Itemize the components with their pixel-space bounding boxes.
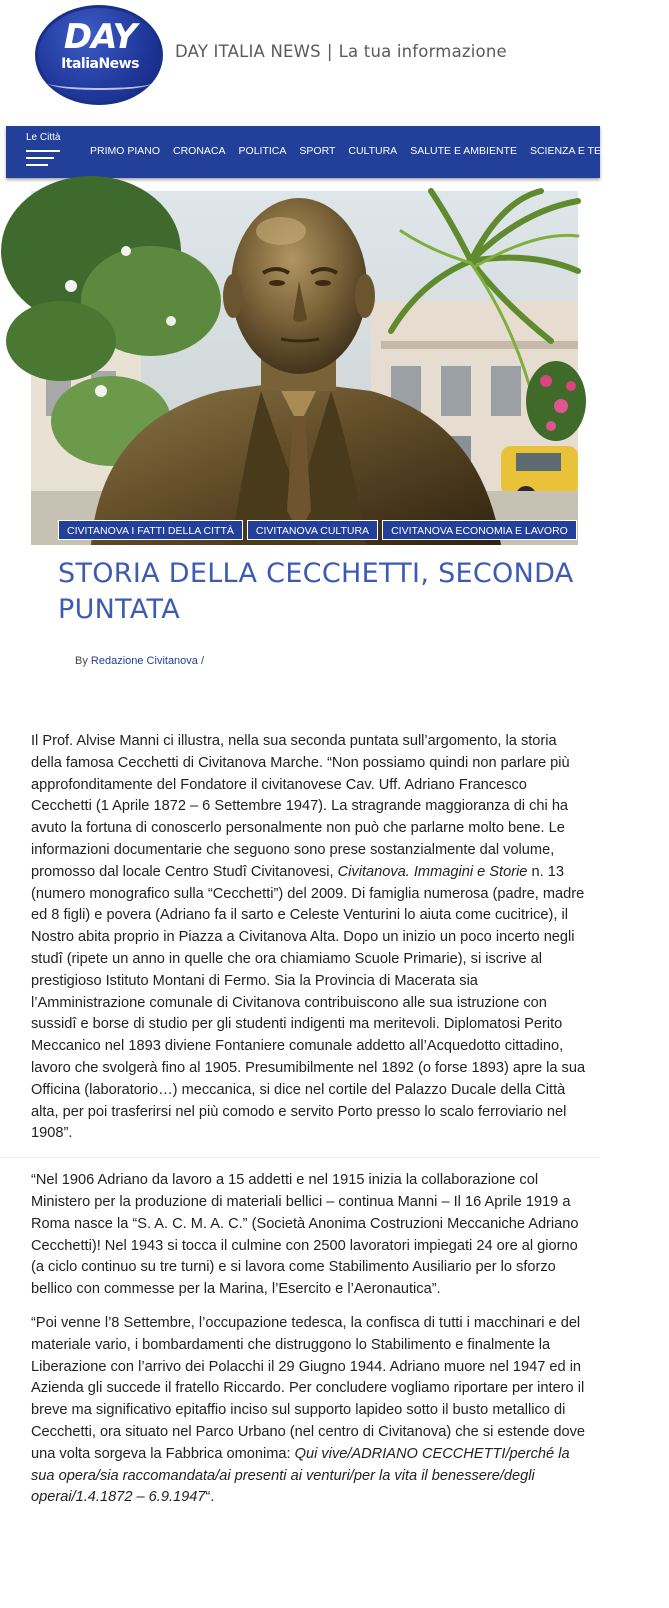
category-tags <box>58 520 581 540</box>
site-title[interactable] <box>175 42 507 61</box>
paragraph-3: “Poi venne l’8 Settembre, l’occupazione tedesca, la confisca di tutti i macchinari e del materiale vario, i bombardamenti che distruggono lo Stabilimento e finalmente la Liberazione con l’arrivo dei Polacchi il 29 Giugno 1944. Adriano muore nel 1947 ed in Azienda gli succede il fratello Riccardo. Per concludere vogliamo riportare per intero il breve ma significativo epitaffio inciso sul supporto lapideo sotto il busto metallico di Cecchetti, ora situato nel Parco Urbano (nel centro di Civitanova) che si estende dove una volta sorgeva la Fabbrica omonima: Qui vive/ADRIANO CECCHETTI/perché la sua opera/sia raccomandata/ai presenti ai venturi/per la vita il benessere/degli operai/1.4.1872 – 6.9.1947“. <box>31 1314 586 1506</box>
site-header <box>0 0 600 110</box>
article-body <box>31 731 587 1521</box>
byline-separator: / <box>200 655 205 667</box>
logo-swoosh <box>48 76 152 90</box>
paragraph-2: “Nel 1906 Adriano da lavoro a 15 addetti e nel 1915 inizia la collaborazione col Ministero per la produzione di materiali bellici – continua Manni – Il 16 Aprile 1919 a Roma nasce la “S. A. C. M. A. C.” (Società Anonima Costruzioni Meccaniche Adriano Cecchetti)! Nel 1943 si tocca il culmine con 2500 lavoratori impiegati 24 ore al giorno (a ciclo continuo su tre turni) e si lavora come Stabilimento Ausiliario per lo sforzo bellico con commesse per la Marina, l’Esercito e l’Aeronautica”. <box>31 1172 579 1298</box>
logo-day-text: DAY <box>63 17 137 57</box>
byline-prefix: By <box>75 655 88 667</box>
epitaph-text: Qui vive/ADRIANO CECCHETTI/perché la sua opera/sia raccomandata/ai presenti ai venturi/per la vita il benessere/degli operai/1.4.1872 – 6.9.1947 <box>31 1445 570 1506</box>
nav-item-politica[interactable]: POLITICA <box>238 145 287 157</box>
author-link[interactable]: Redazione Civitanova <box>90 655 198 667</box>
tag-civitanova-economia[interactable]: CIVITANOVA ECONOMIA E LAVORO <box>382 520 577 540</box>
title-separator: | <box>326 42 333 61</box>
bust-photo <box>31 191 578 545</box>
nav-item-salute-ambiente[interactable]: SALUTE E AMBIENTE <box>410 145 517 157</box>
nav-item-cultura[interactable]: CULTURA <box>348 145 398 157</box>
site-name: DAY ITALIA NEWS <box>175 42 321 61</box>
book-title: Civitanova. Immagini e Storie <box>337 863 528 880</box>
logo-sub-text: ItaliaNews <box>61 56 139 72</box>
paragraph-1: Il Prof. Alvise Manni ci illustra, nella sua seconda puntata sull’argomento, la storia della famosa Cecchetti di Civitanova Marche. “Non possiamo quindi non parlare più approfonditamente del Fondatore il civitanovese Cav. Uff. Adriano Francesco Cecchetti (1 Aprile 1872 – 6 Settembre 1947). La stragrande maggioranza di chi ha avuto la fortuna di conoscerlo personalmente non può che parlarne molto bene. Le informazioni documentarie che seguono sono prese sostanzialmente dal volume, promosso dal locale Centro Studî Civitanovesi, Civitanova. Immagini e Storie n. 13 (numero monografico sulla “Cecchetti”) del 2009. Di famiglia numerosa (padre, madre ed 8 figli) e povera (Adriano fa il sarto e Celeste Venturini lo aiuta come cucitrice), il Nostro abita proprio in Piazza a Civitanova Alta. Dopo un inizio un poco incerto negli studî (ripete un anno in quelle che ora chiamiamo Scuole Primarie), si iscrive al prestigioso Istituto Montani di Fermo. Sia la Provincia di Macerata sia l’Amministrazione comunale di Civitanova contribuiscono alle sua istruzione con sussidî e borse di studio per gli studenti indigenti ma meritevoli. Diplomatosi Perito Meccanico nel 1893 diviene Fontaniere comunale addetto all’Acquedotto cittadino, lavoro che svolgerà fino al 1905. Presumibilmente nel 1892 (o forse 1893) apre la sua Officina (laboratorio…) meccanica, si dice nel cortile del Palazzo Ducale della Città alta, per poi trasferirsi nel più comodo e servito Porto presso lo scalo ferroviario nel 1908”. <box>31 733 586 1142</box>
byline <box>75 655 204 667</box>
nav-item-sport[interactable]: SPORT <box>299 145 336 157</box>
nav-item-primo-piano[interactable]: PRIMO PIANO <box>90 145 161 157</box>
paragraph-divider <box>0 1157 600 1158</box>
site-tagline: La tua informazione <box>338 42 507 61</box>
site-logo[interactable] <box>35 5 163 105</box>
main-nav <box>6 126 657 178</box>
nav-items <box>90 145 669 157</box>
tag-civitanova-cultura[interactable]: CIVITANOVA CULTURA <box>247 520 378 540</box>
nav-item-cronaca[interactable]: CRONACA <box>173 145 226 157</box>
menu-label[interactable]: Le Città <box>26 132 61 143</box>
tag-civitanova-fatti[interactable]: CIVITANOVA I FATTI DELLA CITTÀ <box>58 520 243 540</box>
article-hero-image <box>31 191 578 545</box>
nav-item-scienza-tecnologia[interactable]: SCIENZA E TECNOLOGIA <box>529 145 657 157</box>
article-title: STORIA DELLA CECCHETTI, SECONDA PUNTATA <box>58 558 574 625</box>
hamburger-menu-icon[interactable] <box>26 148 62 168</box>
